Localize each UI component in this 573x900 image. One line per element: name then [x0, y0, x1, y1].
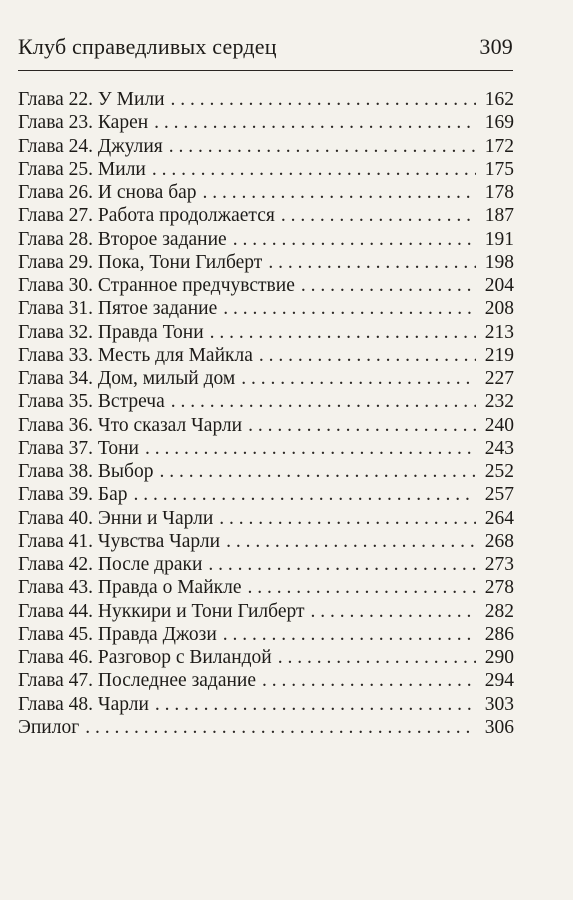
toc-entry-page: 162 [484, 89, 514, 110]
dot-leader [155, 693, 476, 716]
toc-entry [18, 483, 514, 506]
toc-entry-page: 286 [484, 623, 514, 645]
toc-entry-title: Глава 33. Месть для Майкла [18, 344, 253, 366]
dot-leader [154, 111, 476, 134]
toc-entry [18, 251, 514, 274]
toc-entry-page: 303 [484, 693, 514, 715]
dot-leader [169, 135, 476, 158]
toc-entry [18, 623, 514, 646]
toc-entry [18, 274, 514, 297]
toc-entry [18, 297, 514, 320]
toc-entry-title: Глава 32. Правда Тони [18, 321, 204, 343]
dot-leader [85, 716, 476, 739]
toc-entry [18, 228, 514, 251]
toc-entry-title: Глава 43. Правда о Майкле [18, 577, 242, 599]
dot-leader [145, 437, 476, 460]
toc-entry [18, 530, 514, 553]
toc-entry-page: 169 [484, 112, 514, 134]
toc-entry [18, 390, 514, 413]
toc-entry-page: 204 [484, 275, 514, 296]
dot-leader [171, 390, 476, 413]
toc-entry-page: 268 [484, 530, 514, 552]
toc-entry-page: 208 [484, 298, 514, 320]
dot-leader [219, 507, 476, 530]
toc-entry-title: Глава 28. Второе задание [18, 228, 227, 250]
dot-leader [281, 204, 476, 227]
dot-leader [248, 414, 476, 437]
toc-entry [18, 437, 514, 460]
toc-entry-page: 219 [484, 344, 514, 366]
toc-entry [18, 111, 514, 134]
toc-entry-title: Глава 48. Чарли [18, 693, 149, 715]
toc-entry-title: Глава 29. Пока, Тони Гилберт [18, 251, 263, 273]
toc-entry-title: Глава 45. Правда Джози [18, 623, 217, 645]
dot-leader [248, 576, 477, 599]
toc-entry [18, 204, 514, 227]
toc-entry [18, 321, 514, 344]
toc-entry-title: Глава 25. Мили [18, 158, 146, 180]
toc-entry [18, 344, 514, 367]
toc-entry-page: 172 [484, 135, 514, 157]
toc-entry-title: Глава 39. Бар [18, 484, 128, 506]
running-title: Клуб справедливых сердец [18, 34, 277, 59]
toc-entry-title: Глава 38. Выбор [18, 461, 154, 482]
toc-entry [18, 460, 514, 483]
toc-entry-title: Глава 40. Энни и Чарли [18, 507, 214, 529]
toc-entry [18, 88, 514, 111]
toc-entry-title: Эпилог [18, 716, 80, 738]
dot-leader [223, 297, 476, 320]
dot-leader [134, 483, 476, 506]
dot-leader [233, 228, 476, 251]
toc-entry-title: Глава 30. Странное предчувствие [18, 275, 295, 296]
toc-entry-page: 198 [484, 251, 514, 273]
toc-entry-title: Глава 26. И снова бар [18, 182, 197, 203]
toc-entry [18, 367, 514, 390]
toc-entry [18, 646, 514, 669]
toc-entry-title: Глава 36. Что сказал Чарли [18, 414, 243, 436]
dot-leader [223, 623, 476, 646]
toc-entry-page: 290 [484, 647, 514, 668]
dot-leader [262, 669, 476, 692]
running-header [18, 34, 513, 60]
toc-entry-title: Глава 41. Чувства Чарли [18, 530, 221, 552]
toc-entry-page: 213 [484, 321, 514, 343]
toc-entry-page: 240 [484, 414, 514, 436]
dot-leader [259, 344, 476, 367]
toc-entry-page: 252 [484, 461, 514, 482]
toc-entry-page: 243 [484, 437, 514, 459]
dot-leader [210, 321, 476, 344]
toc-entry [18, 693, 514, 716]
toc-entry-title: Глава 46. Разговор с Виландой [18, 647, 272, 668]
dot-leader [268, 251, 476, 274]
toc-entry [18, 414, 514, 437]
toc-entry-title: Глава 37. Тони [18, 437, 139, 459]
toc-entry-page: 306 [484, 716, 514, 738]
toc-entry-page: 282 [484, 600, 514, 622]
toc-entry-title: Глава 47. Последнее задание [18, 670, 257, 692]
toc-entry-page: 257 [484, 484, 514, 506]
toc-entry-title: Глава 24. Джулия [18, 135, 163, 157]
page-number: 309 [479, 34, 513, 59]
dot-leader [241, 367, 476, 390]
toc-entry [18, 507, 514, 530]
toc-entry-page: 294 [484, 670, 514, 692]
toc-entry [18, 158, 514, 181]
toc-entry-page: 191 [484, 228, 514, 250]
dot-leader [226, 530, 476, 553]
toc-entry-title: Глава 22. У Мили [18, 89, 165, 110]
toc-entry [18, 181, 514, 204]
table-of-contents [18, 88, 514, 739]
toc-entry [18, 553, 514, 576]
toc-entry [18, 576, 514, 599]
dot-leader [171, 88, 476, 111]
toc-entry-page: 175 [484, 158, 514, 180]
toc-entry-title: Глава 42. После драки [18, 554, 203, 575]
dot-leader [159, 460, 476, 483]
dot-leader [203, 181, 476, 204]
toc-entry-page: 178 [484, 182, 514, 203]
dot-leader [310, 600, 476, 623]
toc-entry-page: 187 [484, 205, 514, 227]
toc-entry-title: Глава 27. Работа продолжается [18, 205, 275, 227]
dot-leader [301, 274, 476, 297]
toc-entry-page: 232 [484, 391, 514, 413]
toc-entry-title: Глава 31. Пятое задание [18, 298, 218, 320]
header-rule [18, 70, 513, 71]
toc-entry [18, 135, 514, 158]
dot-leader [278, 646, 476, 669]
toc-entry-title: Глава 34. Дом, милый дом [18, 368, 236, 389]
toc-entry-page: 273 [484, 554, 514, 575]
toc-entry-title: Глава 23. Карен [18, 112, 149, 134]
toc-entry-title: Глава 35. Встреча [18, 391, 165, 413]
toc-entry-title: Глава 44. Нуккири и Тони Гилберт [18, 600, 305, 622]
toc-entry-page: 264 [484, 507, 514, 529]
toc-entry [18, 716, 514, 739]
dot-leader [208, 553, 476, 576]
dot-leader [152, 158, 476, 181]
toc-entry-page: 278 [484, 577, 514, 599]
toc-entry [18, 600, 514, 623]
toc-entry [18, 669, 514, 692]
toc-entry-page: 227 [484, 368, 514, 389]
